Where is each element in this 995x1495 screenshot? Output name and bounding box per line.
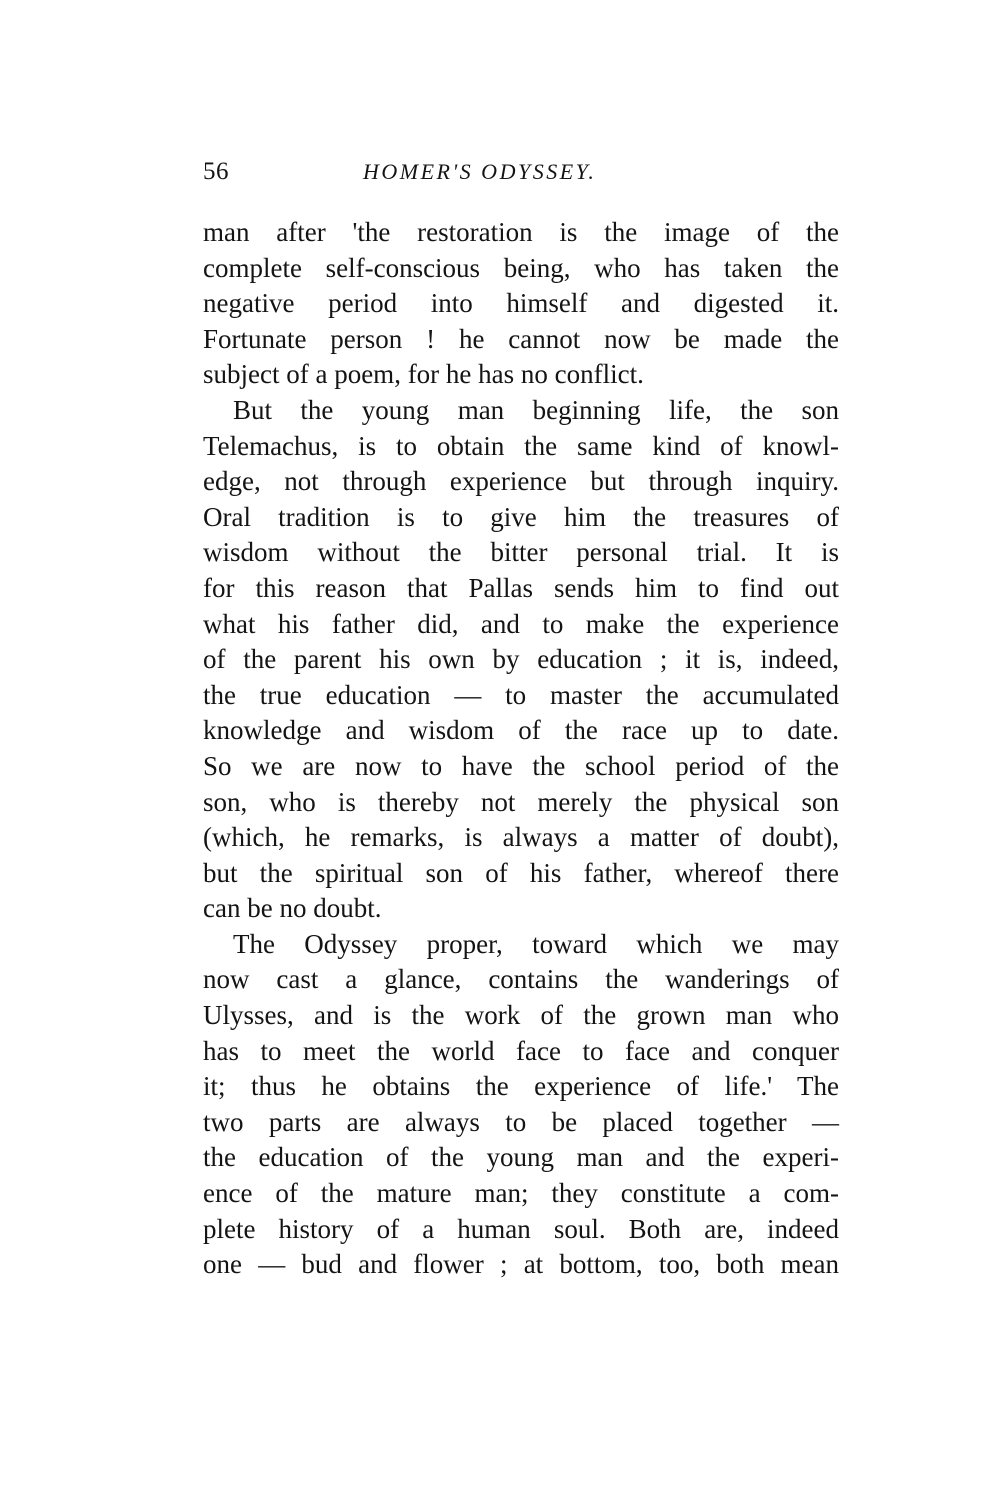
text-line: has to meet the world face to face and conquer <box>203 1035 839 1066</box>
text-line: the true education — to master the accumulated <box>203 679 839 710</box>
text-line: son, who is thereby not merely the physical son <box>203 786 839 817</box>
text-line: it; thus he obtains the experience of life.' The <box>203 1071 839 1102</box>
text-line: of the parent his own by education ; it is, indeed, <box>203 644 839 675</box>
text-line: plete history of a human soul. Both are, indeed <box>203 1213 839 1244</box>
text-line: but the spiritual son of his father, whereof there <box>203 857 839 888</box>
page-number: 56 <box>203 158 229 185</box>
text-line: for this reason that Pallas sends him to find out <box>203 572 839 603</box>
text-line: subject of a poem, for he has no conflict. <box>203 359 644 390</box>
text-line: now cast a glance, contains the wanderings of <box>203 964 839 995</box>
text-line: two parts are always to be placed together — <box>203 1106 839 1137</box>
text-line: But the young man beginning life, the son <box>233 394 839 425</box>
text-line: knowledge and wisdom of the race up to date. <box>203 715 839 746</box>
text-line: The Odyssey proper, toward which we may <box>233 928 839 959</box>
body-text <box>203 215 839 1283</box>
text-line: complete self-conscious being, who has taken the <box>203 252 839 283</box>
text-line: edge, not through experience but through inquiry. <box>203 466 839 497</box>
text-line: wisdom without the bitter personal trial. It is <box>203 537 839 568</box>
text-line: Ulysses, and is the work of the grown man who <box>203 1000 839 1031</box>
text-line: can be no doubt. <box>203 893 382 924</box>
text-line: man after 'the restoration is the image of the <box>203 217 839 247</box>
page-header <box>203 158 838 198</box>
text-line: what his father did, and to make the experience <box>203 608 839 639</box>
text-line: one — bud and flower ; at bottom, too, both mean <box>203 1249 839 1280</box>
text-line: Telemachus, is to obtain the same kind of knowl- <box>203 430 839 461</box>
text-line: Fortunate person ! he cannot now be made the <box>203 323 839 354</box>
text-line: (which, he remarks, is always a matter of doubt), <box>203 822 839 853</box>
text-line: negative period into himself and digested it. <box>203 288 839 319</box>
text-line: So we are now to have the school period of the <box>203 750 839 781</box>
text-line: ence of the mature man; they constitute a com- <box>203 1178 839 1209</box>
text-line: the education of the young man and the experi- <box>203 1142 839 1173</box>
running-title: HOMER'S ODYSSEY. <box>363 159 597 184</box>
text-line: Oral tradition is to give him the treasures of <box>203 501 839 532</box>
